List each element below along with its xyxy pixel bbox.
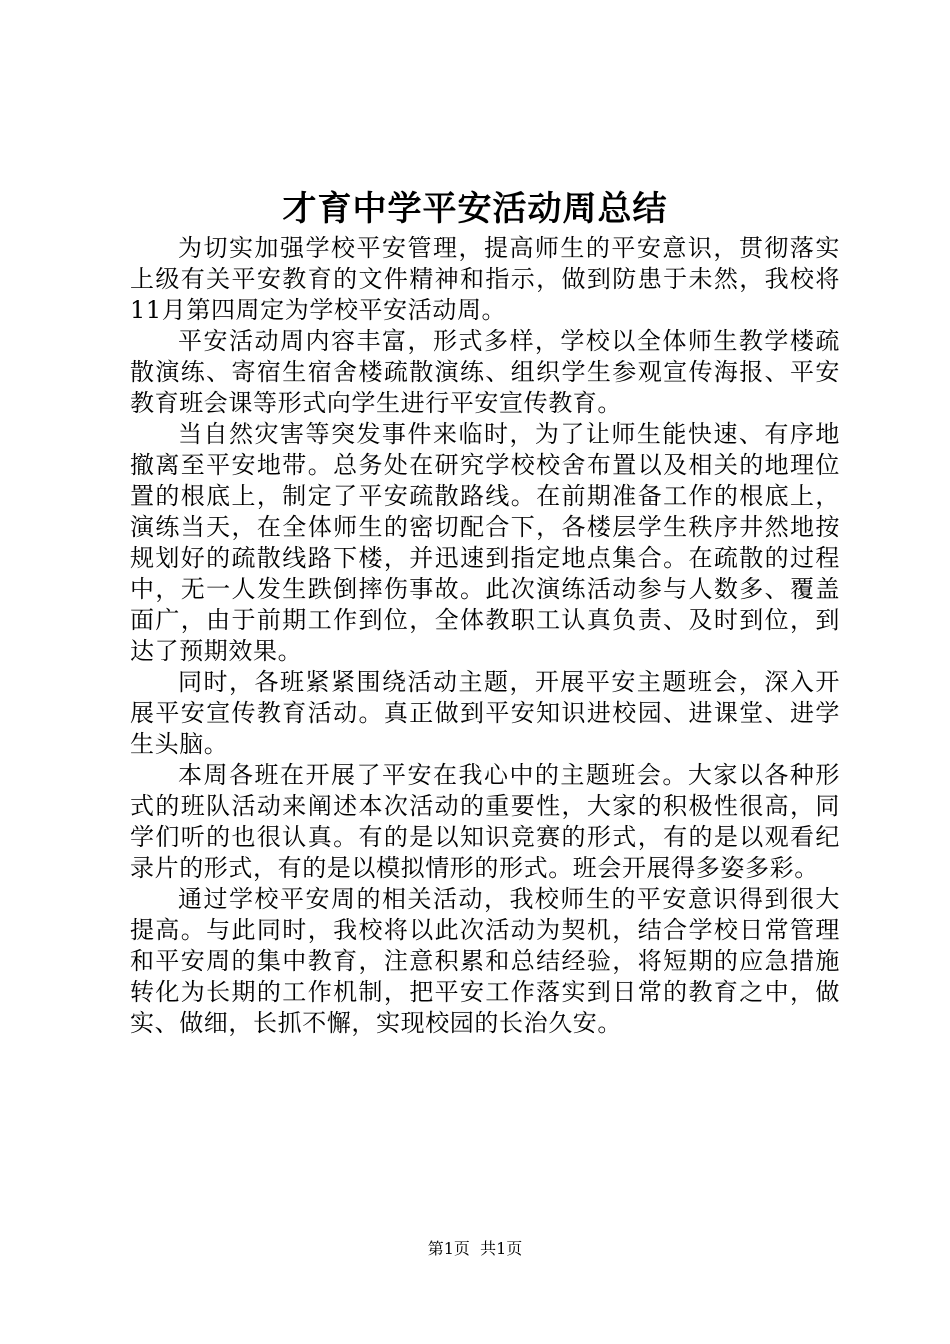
paragraph-6: 通过学校平安周的相关活动，我校师生的平安意识得到很大提高。与此同时，我校将以此次活动为契机，结合学校日常管理和平安周的集中教育，注意积累和总结经验，将短期的应急措施转化为长期的工作机制，把平安工作落实到日常的教育之中，做实、做细，长抓不懈，实现校园的长治久安。 xyxy=(130,885,840,1037)
page-footer xyxy=(0,1237,950,1261)
paragraph-3: 当自然灾害等突发事件来临时，为了让师生能快速、有序地撤离至平安地带。总务处在研究学校校舍布置以及相关的地理位置的根底上，制定了平安疏散路线。在前期准备工作的根底上，演练当天，在全体师生的密切配合下，各楼层学生秩序井然地按规划好的疏散线路下楼，并迅速到指定地点集合。在疏散的过程中，无一人发生跌倒摔伤事故。此次演练活动参与人数多、覆盖面广，由于前期工作到位，全体教职工认真负责、及时到位，到达了预期效果。 xyxy=(130,420,840,665)
paragraph-4: 同时，各班紧紧围绕活动主题，开展平安主题班会，深入开展平安宣传教育活动。真正做到平安知识进校园、进课堂、进学生头脑。 xyxy=(130,668,840,758)
page-total: 共1页 xyxy=(480,1239,523,1258)
paragraph-1: 为切实加强学校平安管理，提高师生的平安意识，贯彻落实上级有关平安教育的文件精神和指示，做到防患于未然，我校将11月第四周定为学校平安活动周。 xyxy=(130,234,840,324)
paragraph-2: 平安活动周内容丰富，形式多样，学校以全体师生教学楼疏散演练、寄宿生宿舍楼疏散演练、组织学生参观宣传海报、平安教育班会课等形式向学生进行平安宣传教育。 xyxy=(130,327,840,417)
paragraph-5: 本周各班在开展了平安在我心中的主题班会。大家以各种形式的班队活动来阐述本次活动的重要性，大家的积极性很高，同学们听的也很认真。有的是以知识竞赛的形式，有的是以观看纪录片的形式，有的是以模拟情形的形式。班会开展得多姿多彩。 xyxy=(130,761,840,882)
document-body xyxy=(130,233,840,1039)
document-title: 才育中学平安活动周总结 xyxy=(282,189,668,229)
page-number: 第1页 xyxy=(427,1239,470,1258)
